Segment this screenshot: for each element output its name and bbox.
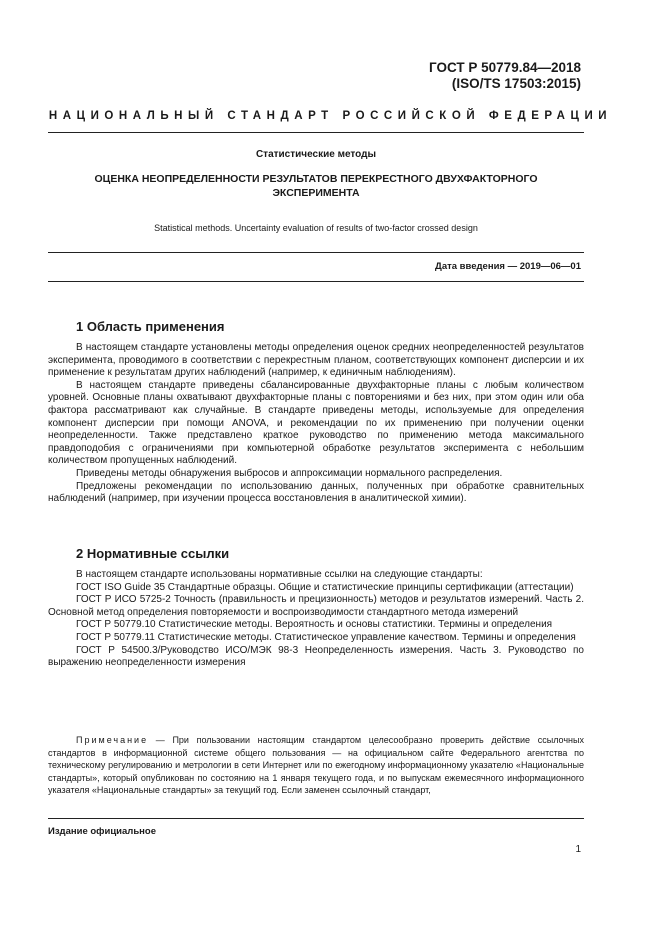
- document-title: [48, 172, 584, 200]
- reference-item: ГОСТ Р 50779.11 Статистические методы. Статистическое управление качеством. Термины и определения: [76, 631, 576, 643]
- note-label: Примечание: [76, 735, 149, 745]
- section-2-body: [48, 569, 584, 670]
- english-title: Statistical methods. Uncertainty evaluation of results of two-factor crossed design: [154, 223, 478, 233]
- series-title: Статистические методы: [255, 149, 377, 160]
- section-1-paragraph: Приведены методы обнаружения выбросов и аппроксимации нормального распределения.: [76, 467, 503, 479]
- document-code: [429, 60, 581, 92]
- footer-rule: [48, 818, 584, 819]
- section-2-heading: 2 Нормативные ссылки: [76, 546, 230, 561]
- document-title-line-1: ОЦЕНКА НЕОПРЕДЕЛЕННОСТИ РЕЗУЛЬТАТОВ ПЕРЕКРЕСТНОГО ДВУХФАКТОРНОГО: [94, 173, 538, 185]
- introduction-date: Дата введения — 2019—06—01: [435, 261, 581, 272]
- gost-number: ГОСТ Р 50779.84—2018: [429, 60, 581, 75]
- reference-item: ГОСТ ISO Guide 35 Стандартные образцы. Общие и статистические принципы сертификации (аттестации): [76, 581, 574, 593]
- iso-number: (ISO/TS 17503:2015): [451, 76, 581, 91]
- reference-item: ГОСТ Р 54500.3/Руководство ИСО/МЭК 98-3 Неопределенность измерения. Часть 3. Руководство по выражению неопределенности измерения: [48, 644, 584, 669]
- note: [48, 734, 584, 797]
- section-1-body: [48, 342, 584, 506]
- section-1-paragraph: В настоящем стандарте установлены методы определения оценок средних неопределенностей результатов эксперимента, проводимого в соответствии с перекрестным планом, соответствующих компонент дисперсии и их применение к результатам других наблюдений (например, к единичным наблюдениям).: [48, 342, 584, 379]
- section-1-paragraph: Предложены рекомендации по использованию данных, полученных при обработке сравнительных наблюдений (например, при изучении процесса восстановления в аналитической химии).: [48, 480, 584, 505]
- title-rule: [48, 252, 584, 253]
- document-title-line-2: ЭКСПЕРИМЕНТА: [272, 187, 360, 199]
- top-rule: [48, 132, 584, 133]
- note-text: — При пользовании настоящим стандартом целесообразно проверить действие ссылочных стандартов в информационной системе общего пользования — на официальном сайте Федерального агентства по техническому регулированию и метрологии в сети Интернет или по ежегодному информационному указателю «Национальные стандарты», который опубликован по состоянию на 1 января текущего года, и по выпускам ежемесячного информационного указателя «Национальные стандарты» за текущий год. Если заменен ссылочный стандарт,: [48, 735, 584, 796]
- reference-item: ГОСТ Р 50779.10 Статистические методы. Вероятность и основы статистики. Термины и определения: [76, 619, 553, 631]
- section-1-paragraph: В настоящем стандарте приведены сбалансированные двухфакторные планы с любым количеством уровней. Основные планы охватывают двухфакторные планы с повторениями и без них, при этом один или оба фактора рассматривают как случайные. В стандарте приведены методы, используемые для определения компонент дисперсии при помощи ANOVA, и рекомендации по их применению при получении оценки неопределенности. Также представлено краткое руководство по применению метода максимального правдоподобия с ограничениями при компьютерной обработке результатов эксперимента с небольшим количеством пропущенных наблюдений.: [48, 379, 584, 467]
- page-number: 1: [575, 844, 581, 855]
- national-standard-heading: НАЦИОНАЛЬНЫЙ СТАНДАРТ РОССИЙСКОЙ ФЕДЕРАЦИИ: [48, 110, 613, 122]
- official-edition: Издание официальное: [48, 826, 156, 837]
- date-rule: [48, 281, 584, 282]
- reference-item: В настоящем стандарте использованы нормативные ссылки на следующие стандарты:: [76, 569, 483, 580]
- section-1-heading: 1 Область применения: [76, 319, 225, 334]
- reference-item: ГОСТ Р ИСО 5725-2 Точность (правильность и прецизионность) методов и результатов измерений. Часть 2. Основной метод определения повторяемости и воспроизводимости стандартного метода измерений: [48, 594, 584, 618]
